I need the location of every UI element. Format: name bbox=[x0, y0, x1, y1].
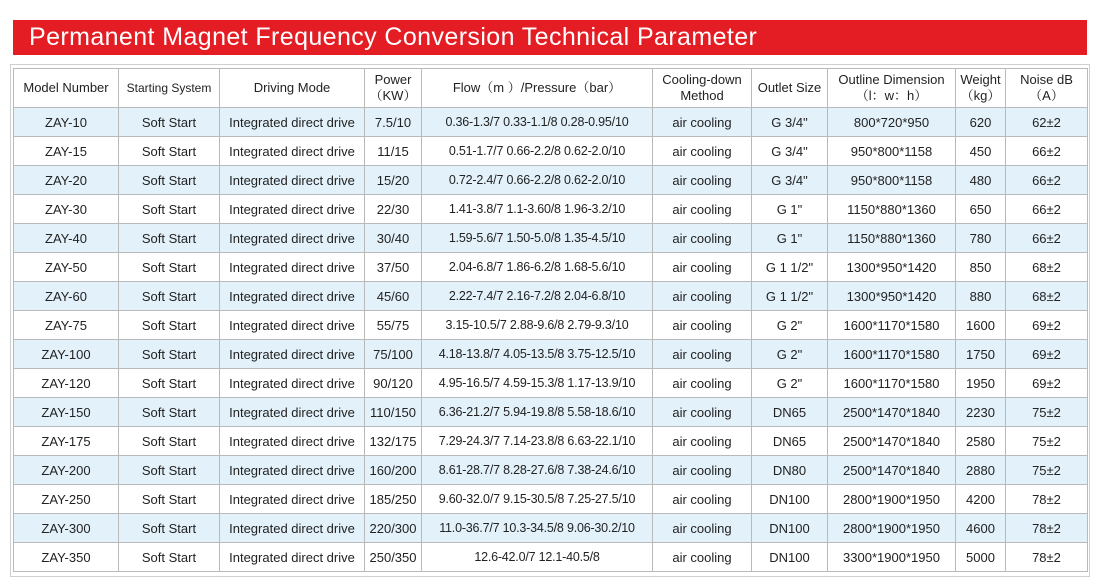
cell-dimension: 1150*880*1360 bbox=[828, 195, 956, 224]
cell-cooling: air cooling bbox=[653, 166, 752, 195]
cell-outlet: DN100 bbox=[752, 485, 828, 514]
cell-outlet: DN80 bbox=[752, 456, 828, 485]
table-row bbox=[14, 311, 1088, 340]
cell-dimension: 950*800*1158 bbox=[828, 137, 956, 166]
cell-driving-mode: Integrated direct drive bbox=[220, 311, 365, 340]
cell-weight: 4200 bbox=[956, 485, 1006, 514]
cell-noise: 66±2 bbox=[1006, 195, 1088, 224]
header-starting-system: Starting System bbox=[119, 69, 220, 108]
cell-noise: 69±2 bbox=[1006, 369, 1088, 398]
table-row bbox=[14, 543, 1088, 572]
cell-noise: 62±2 bbox=[1006, 108, 1088, 137]
cell-model: ZAY-100 bbox=[14, 340, 119, 369]
cell-power: 250/350 bbox=[365, 543, 422, 572]
cell-driving-mode: Integrated direct drive bbox=[220, 137, 365, 166]
cell-weight: 2580 bbox=[956, 427, 1006, 456]
cell-driving-mode: Integrated direct drive bbox=[220, 195, 365, 224]
cell-weight: 650 bbox=[956, 195, 1006, 224]
cell-dimension: 1600*1170*1580 bbox=[828, 369, 956, 398]
cell-starting-system: Soft Start bbox=[119, 543, 220, 572]
cell-driving-mode: Integrated direct drive bbox=[220, 340, 365, 369]
cell-driving-mode: Integrated direct drive bbox=[220, 514, 365, 543]
cell-dimension: 1300*950*1420 bbox=[828, 253, 956, 282]
cell-driving-mode: Integrated direct drive bbox=[220, 253, 365, 282]
cell-model: ZAY-30 bbox=[14, 195, 119, 224]
cell-starting-system: Soft Start bbox=[119, 456, 220, 485]
cell-model: ZAY-60 bbox=[14, 282, 119, 311]
cell-flow-pressure: 1.59-5.6/7 1.50-5.0/8 1.35-4.5/10 bbox=[422, 224, 653, 253]
table-row bbox=[14, 108, 1088, 137]
cell-cooling: air cooling bbox=[653, 108, 752, 137]
table-row bbox=[14, 514, 1088, 543]
cell-power: 45/60 bbox=[365, 282, 422, 311]
table-row bbox=[14, 340, 1088, 369]
cell-noise: 68±2 bbox=[1006, 253, 1088, 282]
cell-driving-mode: Integrated direct drive bbox=[220, 282, 365, 311]
table-row bbox=[14, 166, 1088, 195]
table-row bbox=[14, 195, 1088, 224]
cell-model: ZAY-200 bbox=[14, 456, 119, 485]
cell-dimension: 2500*1470*1840 bbox=[828, 398, 956, 427]
header-noise: Noise dB （A） bbox=[1006, 69, 1088, 108]
cell-outlet: DN100 bbox=[752, 514, 828, 543]
cell-driving-mode: Integrated direct drive bbox=[220, 108, 365, 137]
cell-dimension: 1300*950*1420 bbox=[828, 282, 956, 311]
cell-dimension: 1150*880*1360 bbox=[828, 224, 956, 253]
header-flow-pressure: Flow（m ）/Pressure（bar） bbox=[422, 69, 653, 108]
cell-outlet: G 1 1/2" bbox=[752, 253, 828, 282]
cell-power: 30/40 bbox=[365, 224, 422, 253]
cell-driving-mode: Integrated direct drive bbox=[220, 543, 365, 572]
cell-flow-pressure: 4.18-13.8/7 4.05-13.5/8 3.75-12.5/10 bbox=[422, 340, 653, 369]
cell-weight: 1950 bbox=[956, 369, 1006, 398]
cell-flow-pressure: 1.41-3.8/7 1.1-3.60/8 1.96-3.2/10 bbox=[422, 195, 653, 224]
table-row bbox=[14, 485, 1088, 514]
cell-cooling: air cooling bbox=[653, 253, 752, 282]
table-row bbox=[14, 253, 1088, 282]
cell-weight: 4600 bbox=[956, 514, 1006, 543]
cell-flow-pressure: 2.04-6.8/7 1.86-6.2/8 1.68-5.6/10 bbox=[422, 253, 653, 282]
cell-model: ZAY-10 bbox=[14, 108, 119, 137]
cell-flow-pressure: 0.72-2.4/7 0.66-2.2/8 0.62-2.0/10 bbox=[422, 166, 653, 195]
cell-noise: 66±2 bbox=[1006, 166, 1088, 195]
cell-weight: 880 bbox=[956, 282, 1006, 311]
cell-model: ZAY-150 bbox=[14, 398, 119, 427]
cell-starting-system: Soft Start bbox=[119, 282, 220, 311]
cell-driving-mode: Integrated direct drive bbox=[220, 224, 365, 253]
cell-outlet: G 2" bbox=[752, 311, 828, 340]
header-row bbox=[14, 69, 1088, 108]
cell-model: ZAY-40 bbox=[14, 224, 119, 253]
cell-outlet: G 1" bbox=[752, 195, 828, 224]
cell-model: ZAY-15 bbox=[14, 137, 119, 166]
cell-power: 37/50 bbox=[365, 253, 422, 282]
cell-noise: 78±2 bbox=[1006, 543, 1088, 572]
cell-dimension: 800*720*950 bbox=[828, 108, 956, 137]
cell-noise: 75±2 bbox=[1006, 456, 1088, 485]
cell-cooling: air cooling bbox=[653, 543, 752, 572]
cell-driving-mode: Integrated direct drive bbox=[220, 456, 365, 485]
cell-noise: 69±2 bbox=[1006, 340, 1088, 369]
cell-starting-system: Soft Start bbox=[119, 166, 220, 195]
table-row bbox=[14, 398, 1088, 427]
cell-model: ZAY-120 bbox=[14, 369, 119, 398]
cell-driving-mode: Integrated direct drive bbox=[220, 427, 365, 456]
header-weight: Weight （kg） bbox=[956, 69, 1006, 108]
cell-flow-pressure: 8.61-28.7/7 8.28-27.6/8 7.38-24.6/10 bbox=[422, 456, 653, 485]
header-driving-mode: Driving Mode bbox=[220, 69, 365, 108]
cell-power: 160/200 bbox=[365, 456, 422, 485]
cell-weight: 620 bbox=[956, 108, 1006, 137]
cell-starting-system: Soft Start bbox=[119, 398, 220, 427]
cell-dimension: 2800*1900*1950 bbox=[828, 485, 956, 514]
cell-dimension: 950*800*1158 bbox=[828, 166, 956, 195]
cell-cooling: air cooling bbox=[653, 456, 752, 485]
cell-outlet: DN100 bbox=[752, 543, 828, 572]
cell-starting-system: Soft Start bbox=[119, 514, 220, 543]
cell-flow-pressure: 3.15-10.5/7 2.88-9.6/8 2.79-9.3/10 bbox=[422, 311, 653, 340]
cell-driving-mode: Integrated direct drive bbox=[220, 166, 365, 195]
cell-noise: 68±2 bbox=[1006, 282, 1088, 311]
header-power: Power （KW） bbox=[365, 69, 422, 108]
cell-starting-system: Soft Start bbox=[119, 195, 220, 224]
cell-outlet: G 2" bbox=[752, 340, 828, 369]
cell-power: 185/250 bbox=[365, 485, 422, 514]
cell-power: 15/20 bbox=[365, 166, 422, 195]
cell-noise: 66±2 bbox=[1006, 137, 1088, 166]
table-row bbox=[14, 427, 1088, 456]
cell-weight: 1600 bbox=[956, 311, 1006, 340]
cell-starting-system: Soft Start bbox=[119, 108, 220, 137]
cell-driving-mode: Integrated direct drive bbox=[220, 398, 365, 427]
cell-cooling: air cooling bbox=[653, 282, 752, 311]
cell-dimension: 1600*1170*1580 bbox=[828, 311, 956, 340]
cell-model: ZAY-175 bbox=[14, 427, 119, 456]
cell-outlet: G 3/4" bbox=[752, 166, 828, 195]
cell-flow-pressure: 0.51-1.7/7 0.66-2.2/8 0.62-2.0/10 bbox=[422, 137, 653, 166]
cell-weight: 2880 bbox=[956, 456, 1006, 485]
cell-power: 110/150 bbox=[365, 398, 422, 427]
header-outline-dimension: Outline Dimension （l：w：h） bbox=[828, 69, 956, 108]
cell-model: ZAY-300 bbox=[14, 514, 119, 543]
cell-flow-pressure: 2.22-7.4/7 2.16-7.2/8 2.04-6.8/10 bbox=[422, 282, 653, 311]
cell-cooling: air cooling bbox=[653, 137, 752, 166]
cell-power: 90/120 bbox=[365, 369, 422, 398]
cell-flow-pressure: 6.36-21.2/7 5.94-19.8/8 5.58-18.6/10 bbox=[422, 398, 653, 427]
cell-power: 55/75 bbox=[365, 311, 422, 340]
cell-model: ZAY-250 bbox=[14, 485, 119, 514]
cell-outlet: G 3/4" bbox=[752, 108, 828, 137]
cell-weight: 5000 bbox=[956, 543, 1006, 572]
cell-outlet: G 3/4" bbox=[752, 137, 828, 166]
cell-outlet: G 1 1/2" bbox=[752, 282, 828, 311]
cell-starting-system: Soft Start bbox=[119, 485, 220, 514]
cell-cooling: air cooling bbox=[653, 427, 752, 456]
cell-weight: 1750 bbox=[956, 340, 1006, 369]
cell-noise: 69±2 bbox=[1006, 311, 1088, 340]
cell-driving-mode: Integrated direct drive bbox=[220, 485, 365, 514]
cell-model: ZAY-75 bbox=[14, 311, 119, 340]
cell-power: 7.5/10 bbox=[365, 108, 422, 137]
cell-cooling: air cooling bbox=[653, 514, 752, 543]
cell-dimension: 2500*1470*1840 bbox=[828, 456, 956, 485]
cell-starting-system: Soft Start bbox=[119, 224, 220, 253]
cell-flow-pressure: 12.6-42.0/7 12.1-40.5/8 bbox=[422, 543, 653, 572]
table-row bbox=[14, 224, 1088, 253]
cell-weight: 2230 bbox=[956, 398, 1006, 427]
cell-cooling: air cooling bbox=[653, 311, 752, 340]
page-title: Permanent Magnet Frequency Conversion Technical Parameter bbox=[13, 20, 1087, 55]
cell-outlet: DN65 bbox=[752, 427, 828, 456]
cell-weight: 450 bbox=[956, 137, 1006, 166]
cell-outlet: DN65 bbox=[752, 398, 828, 427]
cell-flow-pressure: 4.95-16.5/7 4.59-15.3/8 1.17-13.9/10 bbox=[422, 369, 653, 398]
cell-cooling: air cooling bbox=[653, 195, 752, 224]
cell-starting-system: Soft Start bbox=[119, 137, 220, 166]
cell-driving-mode: Integrated direct drive bbox=[220, 369, 365, 398]
cell-noise: 66±2 bbox=[1006, 224, 1088, 253]
cell-noise: 75±2 bbox=[1006, 398, 1088, 427]
cell-dimension: 1600*1170*1580 bbox=[828, 340, 956, 369]
table-row bbox=[14, 369, 1088, 398]
cell-starting-system: Soft Start bbox=[119, 369, 220, 398]
cell-power: 220/300 bbox=[365, 514, 422, 543]
cell-power: 132/175 bbox=[365, 427, 422, 456]
cell-power: 75/100 bbox=[365, 340, 422, 369]
cell-noise: 75±2 bbox=[1006, 427, 1088, 456]
cell-cooling: air cooling bbox=[653, 398, 752, 427]
cell-power: 11/15 bbox=[365, 137, 422, 166]
header-cooling-method: Cooling-down Method bbox=[653, 69, 752, 108]
cell-model: ZAY-20 bbox=[14, 166, 119, 195]
cell-power: 22/30 bbox=[365, 195, 422, 224]
cell-flow-pressure: 11.0-36.7/7 10.3-34.5/8 9.06-30.2/10 bbox=[422, 514, 653, 543]
cell-starting-system: Soft Start bbox=[119, 340, 220, 369]
cell-noise: 78±2 bbox=[1006, 514, 1088, 543]
cell-outlet: G 2" bbox=[752, 369, 828, 398]
table-row bbox=[14, 137, 1088, 166]
cell-outlet: G 1" bbox=[752, 224, 828, 253]
cell-dimension: 2800*1900*1950 bbox=[828, 514, 956, 543]
parameter-table bbox=[13, 68, 1088, 572]
cell-cooling: air cooling bbox=[653, 340, 752, 369]
cell-model: ZAY-50 bbox=[14, 253, 119, 282]
cell-starting-system: Soft Start bbox=[119, 427, 220, 456]
cell-weight: 850 bbox=[956, 253, 1006, 282]
cell-noise: 78±2 bbox=[1006, 485, 1088, 514]
table-row bbox=[14, 282, 1088, 311]
cell-flow-pressure: 9.60-32.0/7 9.15-30.5/8 7.25-27.5/10 bbox=[422, 485, 653, 514]
header-outlet-size: Outlet Size bbox=[752, 69, 828, 108]
cell-weight: 480 bbox=[956, 166, 1006, 195]
cell-starting-system: Soft Start bbox=[119, 253, 220, 282]
cell-weight: 780 bbox=[956, 224, 1006, 253]
cell-model: ZAY-350 bbox=[14, 543, 119, 572]
cell-dimension: 3300*1900*1950 bbox=[828, 543, 956, 572]
header-model-number: Model Number bbox=[14, 69, 119, 108]
cell-flow-pressure: 7.29-24.3/7 7.14-23.8/8 6.63-22.1/10 bbox=[422, 427, 653, 456]
cell-cooling: air cooling bbox=[653, 224, 752, 253]
cell-cooling: air cooling bbox=[653, 369, 752, 398]
cell-cooling: air cooling bbox=[653, 485, 752, 514]
cell-dimension: 2500*1470*1840 bbox=[828, 427, 956, 456]
table-row bbox=[14, 456, 1088, 485]
cell-starting-system: Soft Start bbox=[119, 311, 220, 340]
cell-flow-pressure: 0.36-1.3/7 0.33-1.1/8 0.28-0.95/10 bbox=[422, 108, 653, 137]
